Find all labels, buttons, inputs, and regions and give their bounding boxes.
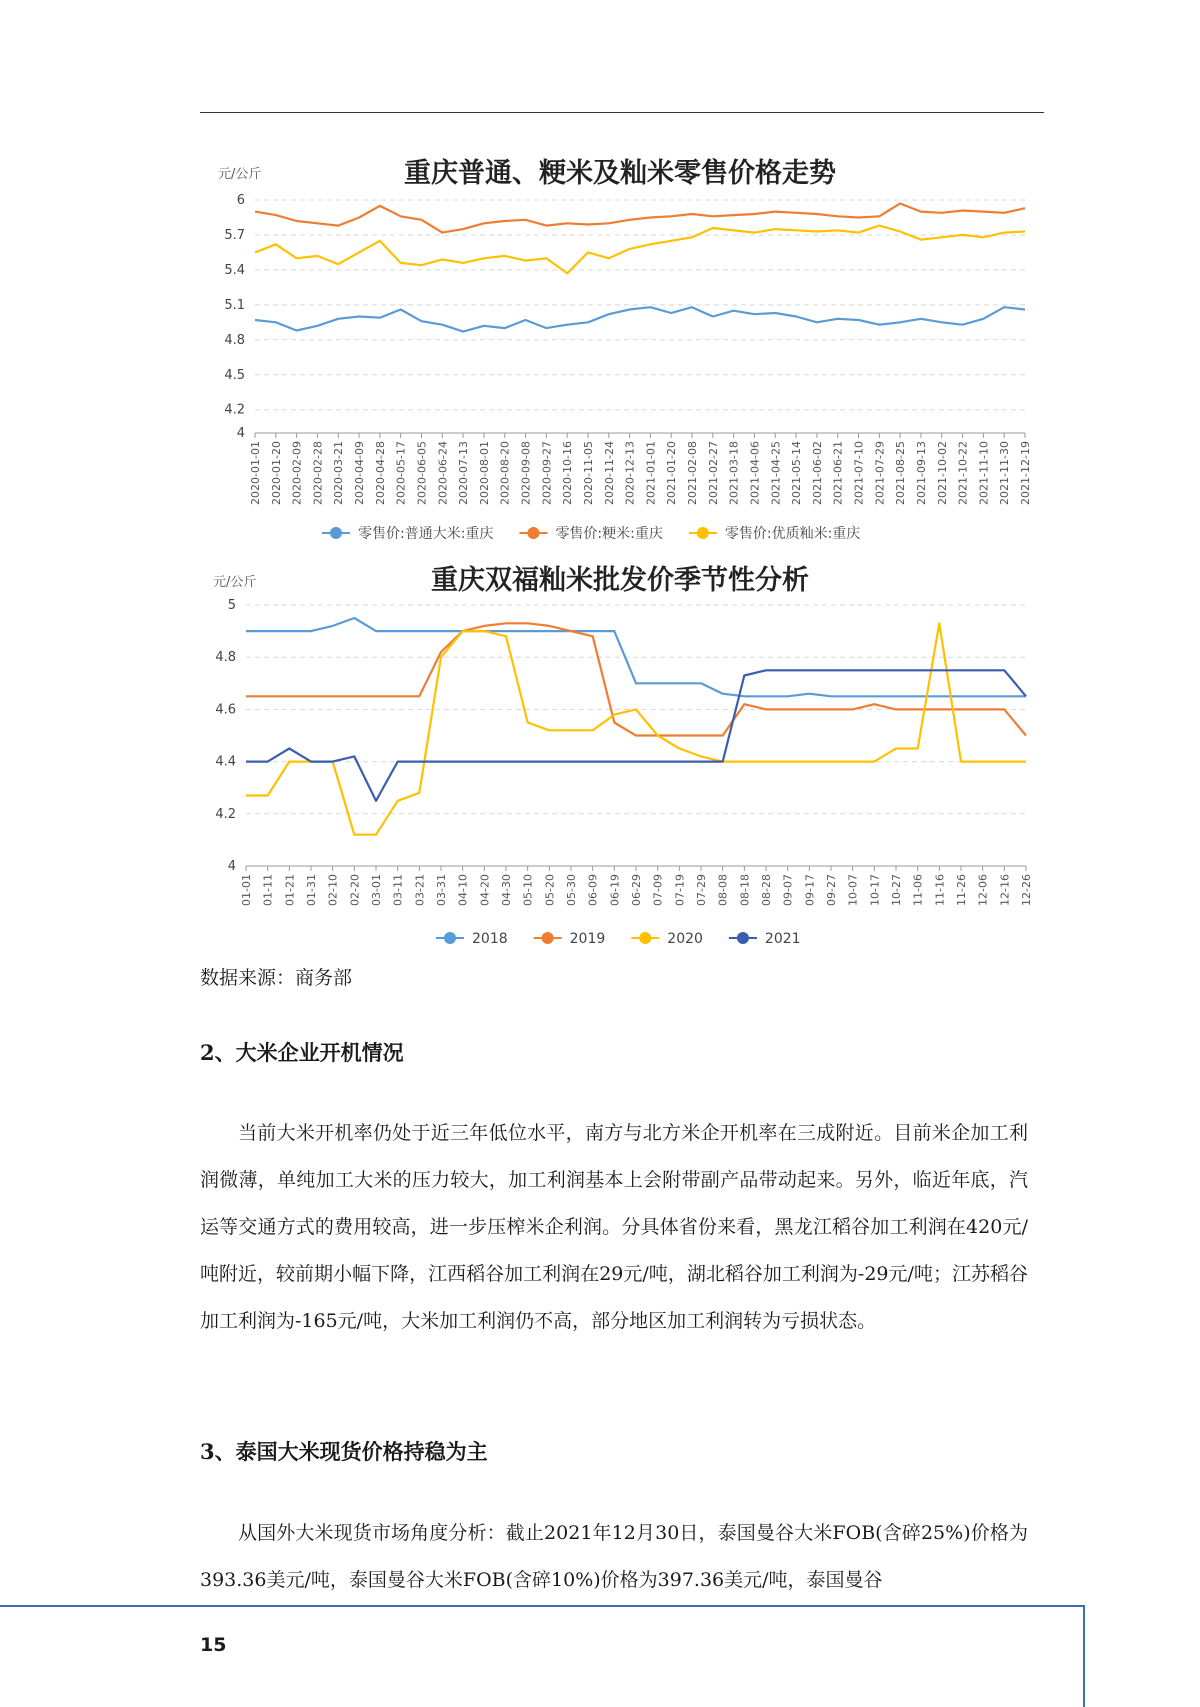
x-tick-label: 2020-04-09 [353, 441, 367, 505]
x-tick-label: 01-21 [283, 874, 297, 906]
x-tick-label: 01-01 [240, 874, 253, 906]
x-tick-label: 03-11 [391, 874, 405, 906]
y-tick-label: 4.4 [215, 754, 236, 770]
legend-entry-1: 零售价:粳米:重庆 [555, 526, 663, 542]
x-tick-label: 2020-11-05 [581, 441, 595, 505]
x-tick-label: 08-18 [738, 874, 752, 906]
x-tick-label: 2020-09-08 [519, 441, 533, 505]
x-tick-label: 05-20 [543, 874, 557, 906]
series-line-0 [255, 307, 1025, 331]
x-tick-label: 12-26 [1020, 874, 1033, 906]
x-tick-label: 2021-01-01 [644, 441, 658, 505]
x-tick-label: 08-08 [716, 874, 730, 906]
x-tick-label: 10-07 [846, 874, 860, 906]
x-tick-label: 01-11 [261, 874, 275, 906]
y-tick-label: 4.5 [224, 367, 245, 383]
legend-swatch-dot [444, 932, 456, 944]
x-tick-label: 2021-06-02 [810, 441, 824, 505]
legend-swatch-dot [697, 527, 709, 539]
x-tick-label: 04-20 [478, 874, 492, 906]
x-tick-label: 11-16 [933, 874, 947, 906]
x-tick-label: 02-20 [348, 874, 362, 906]
x-tick-label: 2021-11-30 [998, 441, 1012, 505]
paragraph-thai-rice: 从国外大米现货市场角度分析：截止2021年12月30日，泰国曼谷大米FOB(含碎25%)价格为393.36美元/吨，泰国曼谷大米FOB(含碎10%)价格为397.36美元/吨，泰国曼谷 [200, 1522, 1028, 1591]
x-tick-label: 2021-11-10 [977, 441, 991, 505]
legend-entry-3: 2021 [764, 931, 801, 947]
x-tick-label: 09-27 [825, 874, 838, 906]
x-tick-label: 2021-08-25 [894, 441, 908, 505]
x-tick-label: 2020-01-20 [269, 441, 283, 505]
legend-entry-1: 2019 [569, 931, 606, 947]
paragraph-mill-operation: 当前大米开机率仍处于近三年低位水平，南方与北方米企开机率在三成附近。目前米企加工利润微薄，单纯加工大米的压力较大，加工利润基本上会附带副产品带动起来。另外，临近年底，汽运等交通方式的费用较高，进一步压榨米企利润。分具体省份来看，黑龙江稻谷加工利润在420元/吨附近，较前期小幅下降，江西稻谷加工利润在29元/吨，湖北稻谷加工利润为-29元/吨；江苏稻谷加工利润为-165元/吨，大米加工利润仍不高，部分地区加工利润转为亏损状态。 [200, 1122, 1028, 1332]
series-line-2 [246, 623, 1026, 834]
x-tick-label: 2020-06-05 [415, 441, 429, 505]
x-tick-label: 11-06 [911, 874, 925, 906]
x-tick-label: 03-01 [370, 874, 383, 906]
x-tick-label: 2021-03-18 [727, 441, 741, 505]
legend-entry-2: 零售价:优质籼米:重庆 [724, 526, 861, 542]
y-unit-label: 元/公斤 [213, 575, 257, 590]
x-tick-label: 06-09 [586, 874, 600, 906]
legend-swatch-dot [330, 527, 342, 539]
chart-title: 重庆普通、粳米及籼米零售价格走势 [404, 158, 836, 189]
x-tick-label: 04-30 [500, 874, 513, 906]
x-tick-label: 2020-04-28 [373, 441, 387, 505]
x-tick-label: 02-10 [326, 874, 340, 906]
x-tick-label: 2020-08-20 [498, 441, 512, 505]
y-tick-label: 4.8 [224, 332, 245, 348]
x-tick-label: 07-29 [695, 874, 708, 906]
x-tick-label: 2021-06-21 [831, 441, 845, 505]
x-tick-label: 2021-09-13 [914, 441, 928, 505]
y-tick-label: 6 [236, 193, 245, 208]
x-tick-label: 07-19 [673, 874, 687, 906]
x-tick-label: 2020-07-13 [457, 441, 471, 505]
y-tick-label: 4.2 [215, 806, 236, 822]
x-tick-label: 2020-08-01 [477, 441, 491, 505]
page-number: 15 [200, 1634, 227, 1656]
legend-swatch-dot [639, 932, 651, 944]
x-tick-label: 2021-02-08 [686, 441, 700, 505]
y-unit-label: 元/公斤 [218, 167, 262, 182]
x-tick-label: 2020-03-21 [332, 441, 346, 505]
x-tick-label: 2020-12-13 [623, 441, 637, 505]
x-tick-label: 09-17 [803, 874, 817, 906]
retail-price-chart [0, 145, 1200, 545]
y-tick-label: 5.1 [224, 297, 245, 313]
x-tick-label: 2020-11-24 [602, 441, 616, 505]
x-tick-label: 2021-10-02 [935, 441, 949, 505]
section-heading-thai-rice: 3、泰国大米现货价格持稳为主 [200, 1439, 488, 1464]
y-tick-label: 4.8 [215, 650, 236, 666]
x-tick-label: 05-30 [565, 874, 578, 906]
x-tick-label: 2020-10-16 [561, 441, 575, 505]
data-source-note: 数据来源：商务部 [200, 967, 353, 989]
wholesale-seasonal-chart [0, 560, 1200, 960]
y-tick-label: 5.7 [224, 227, 245, 243]
x-tick-label: 2020-01-01 [249, 441, 262, 505]
legend-swatch-dot [737, 932, 749, 944]
x-tick-label: 2020-02-09 [290, 441, 304, 505]
x-tick-label: 2021-12-19 [1019, 441, 1032, 505]
x-tick-label: 09-07 [781, 874, 795, 906]
footer-frame [0, 1605, 1085, 1707]
x-tick-label: 2021-02-27 [706, 441, 720, 505]
x-tick-label: 10-17 [868, 874, 882, 906]
x-tick-label: 2021-10-22 [956, 441, 970, 505]
y-tick-label: 5.4 [224, 262, 245, 278]
x-tick-label: 05-10 [521, 874, 535, 906]
x-tick-label: 2020-09-27 [540, 441, 554, 505]
x-tick-label: 03-31 [435, 874, 448, 906]
x-tick-label: 03-21 [413, 874, 427, 906]
chart-title: 重庆双福籼米批发价季节性分析 [431, 565, 809, 596]
x-tick-label: 06-29 [630, 874, 643, 906]
y-tick-label: 4.6 [215, 702, 236, 718]
x-tick-label: 12-16 [998, 873, 1012, 906]
x-tick-label: 2021-01-20 [665, 441, 679, 505]
legend-swatch-dot [527, 527, 539, 539]
header-rule [200, 112, 1044, 113]
legend-entry-0: 2018 [472, 931, 508, 947]
x-tick-label: 10-27 [890, 874, 903, 906]
x-tick-label: 08-28 [760, 874, 773, 906]
x-tick-label: 2021-04-25 [769, 441, 783, 505]
x-tick-label: 06-19 [608, 874, 622, 906]
x-tick-label: 2021-07-29 [873, 441, 887, 505]
x-tick-label: 2020-06-24 [436, 441, 450, 505]
x-tick-label: 12-06 [976, 874, 990, 906]
x-tick-label: 04-10 [456, 874, 470, 906]
x-tick-label: 2021-04-06 [748, 441, 762, 505]
legend-swatch-dot [542, 932, 554, 944]
x-tick-label: 2021-05-14 [790, 441, 804, 505]
legend-entry-2: 2020 [667, 931, 703, 947]
y-tick-label: 5 [227, 598, 236, 613]
series-line-2 [255, 226, 1025, 274]
series-line-1 [246, 623, 1026, 735]
x-tick-label: 01-31 [305, 874, 318, 906]
y-tick-label: 4 [236, 426, 245, 441]
series-line-1 [255, 204, 1025, 233]
x-tick-label: 2020-02-28 [311, 441, 325, 505]
x-tick-label: 2020-05-17 [394, 441, 408, 505]
section-heading-mill-operation: 2、大米企业开机情况 [200, 1040, 404, 1065]
legend-entry-0: 零售价:普通大米:重庆 [358, 526, 494, 542]
x-tick-label: 11-26 [955, 874, 968, 906]
y-tick-label: 4.2 [224, 402, 245, 418]
x-tick-label: 2021-07-10 [852, 441, 866, 505]
y-tick-label: 4 [227, 859, 236, 874]
x-tick-label: 07-09 [651, 874, 665, 906]
